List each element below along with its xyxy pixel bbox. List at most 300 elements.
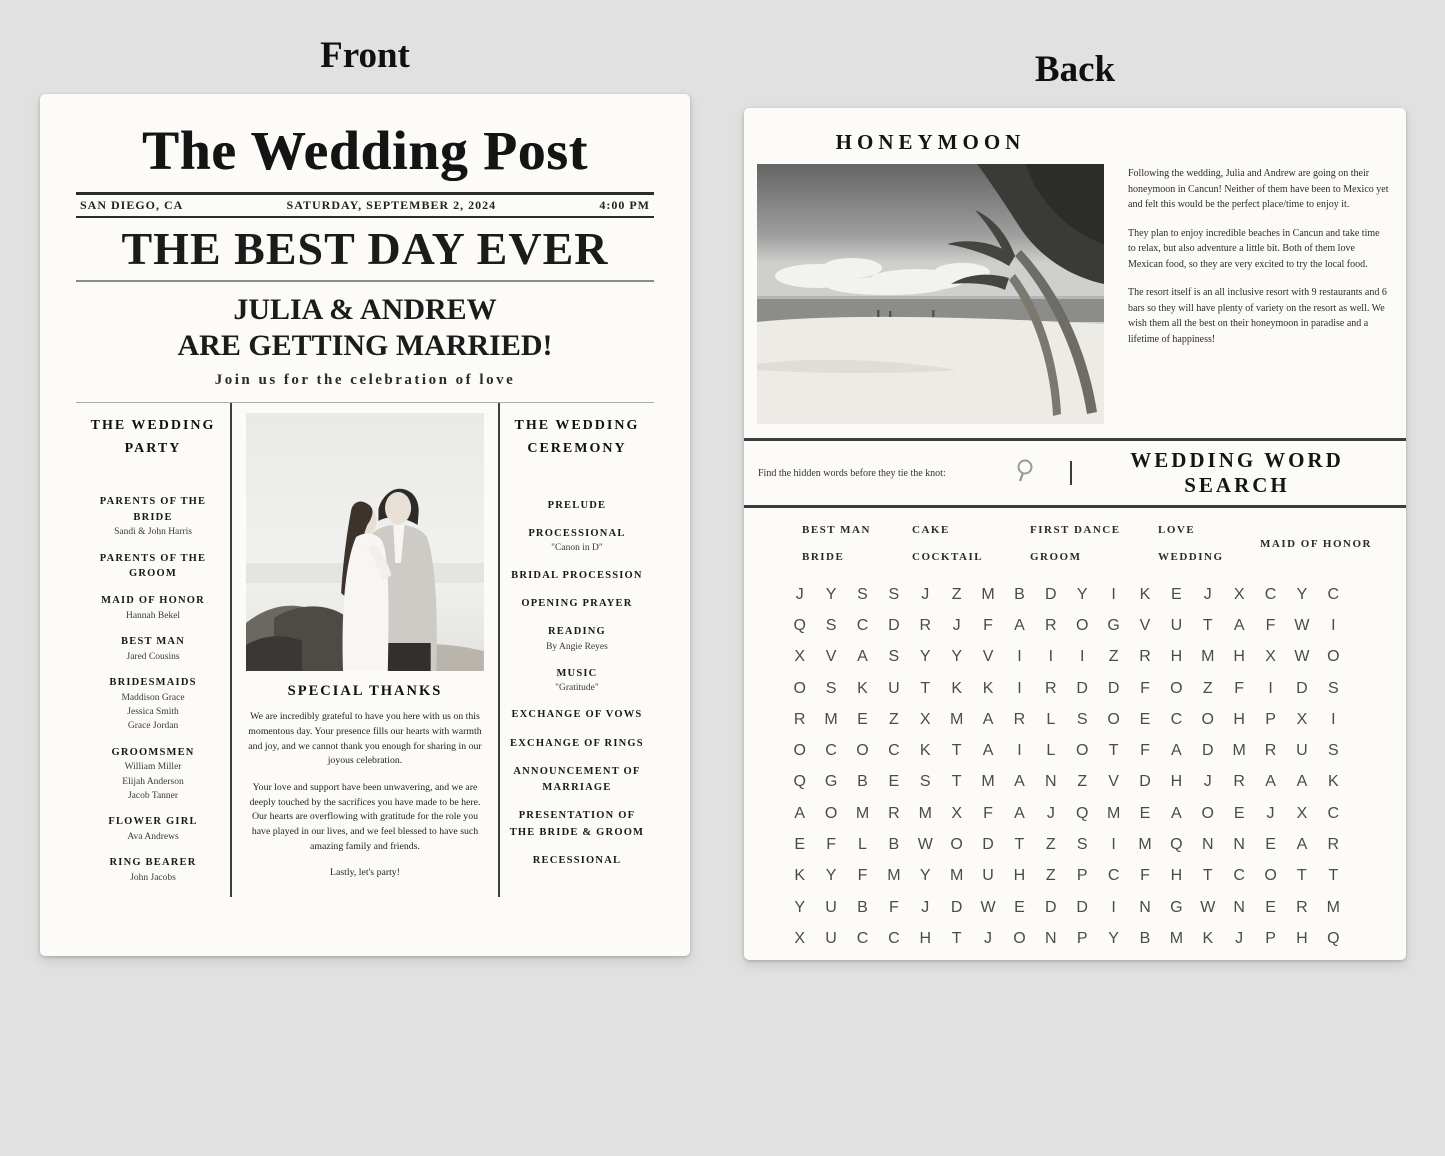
front-columns (76, 402, 654, 897)
wedding-party-name: Ava Andrews (127, 831, 179, 842)
word-search-letter: U (982, 867, 994, 885)
subheadline (40, 292, 690, 363)
word-search-letter: X (919, 710, 931, 728)
word-search-letter: Y (825, 867, 837, 885)
ceremony-item-detail: "Canon in D" (551, 543, 603, 554)
word-search-letter: I (1111, 585, 1116, 603)
masthead-title: The Wedding Post (142, 120, 588, 181)
word-search-letter: V (982, 648, 994, 666)
wedding-party-entry (82, 675, 224, 734)
special-thanks-paragraph: Lastly, let's party! (330, 867, 400, 879)
ceremony-item (506, 526, 648, 556)
word-search-letter: W (917, 836, 933, 854)
word-search-letter: O (793, 742, 806, 760)
wedding-party-entry (82, 855, 224, 885)
word-search-letter: W (1200, 898, 1216, 916)
word-search-letter: X (794, 929, 806, 947)
dateline-city: SAN DIEGO, CA (80, 197, 184, 212)
word-search-letter: K (1139, 585, 1151, 603)
word-search-letter: V (1139, 616, 1151, 634)
word-search-letter: S (1076, 836, 1088, 854)
ceremony-item-label: BRIDAL PROCESSION (511, 569, 643, 581)
word-search-letter: Q (1075, 804, 1089, 822)
word-search-letter: D (1107, 679, 1120, 697)
word-search-letter: U (1170, 616, 1183, 634)
honeymoon-paragraph: They plan to enjoy incredible beaches in Cancun and take time to relax, but also adventure a little bit. Both of them love Mexican food, so they are very excited to try the local food. (1128, 227, 1380, 270)
ceremony-item (506, 853, 648, 869)
dateline-time: 4:00 PM (599, 197, 650, 212)
word-search-letter: N (1201, 836, 1214, 854)
word-search-letter: A (1296, 836, 1308, 854)
word-search-letter: T (1202, 867, 1213, 885)
word-search-letter: C (1327, 585, 1340, 603)
word-search-letter: S (888, 585, 900, 603)
word-search-letter: C (1264, 585, 1277, 603)
word-search-letter: F (888, 898, 899, 916)
word-search-letter: N (1233, 836, 1245, 854)
word-search-letter: D (1045, 898, 1057, 916)
word-search-letter: H (1013, 867, 1026, 885)
word-search-word: CAKE (912, 524, 950, 536)
wedding-party-entry (82, 593, 224, 623)
word-search-letter: M (918, 804, 932, 822)
word-search-letter: S (1076, 710, 1088, 728)
word-search-letter: M (855, 804, 870, 822)
word-search-letter: A (982, 710, 994, 728)
word-search-letter: R (1327, 836, 1340, 854)
word-search-letter: I (1017, 679, 1022, 697)
word-search-letter: Z (1045, 867, 1056, 885)
word-search-column (912, 524, 1030, 563)
word-search-letter: Q (1327, 929, 1340, 947)
wedding-party-name: Hannah Bekel (125, 610, 181, 621)
special-thanks-title: SPECIAL THANKS (287, 683, 443, 700)
word-search-letter: B (1139, 929, 1151, 947)
word-search-letter: Q (793, 773, 806, 791)
word-search-letter: N (1045, 773, 1057, 791)
word-search-letter: F (1140, 679, 1150, 697)
wedding-party-entry (82, 814, 224, 844)
word-search-letter: Q (1170, 836, 1183, 854)
word-search-letter: N (1233, 898, 1245, 916)
word-search-letter: U (825, 929, 837, 947)
dateline-date: SATURDAY, SEPTEMBER 2, 2024 (286, 197, 497, 212)
word-search-letter: C (1327, 804, 1340, 822)
word-search-letter: A (794, 804, 806, 822)
word-search-letter: Y (919, 648, 931, 666)
ceremony-item (506, 624, 648, 654)
word-search-letter: O (1201, 804, 1214, 822)
word-search-letter: S (825, 616, 837, 634)
honeymoon-paragraph: The resort itself is an all inclusive resort with 9 restaurants and 6 bars so they will have plenty of variety on the resort as well. We wish them all the best on their honeymoon in paradise and a lifetime of happiness! (1128, 287, 1387, 345)
word-search-letter: H (1170, 773, 1183, 791)
word-search-letter: Z (951, 585, 962, 603)
word-search-letter: D (1045, 585, 1057, 603)
wedding-party-entry (82, 551, 224, 583)
word-search-letter: V (1108, 773, 1119, 791)
wedding-party-name: John Jacobs (130, 872, 176, 883)
word-search-letter: N (1139, 898, 1151, 916)
word-search-letter: C (856, 929, 869, 947)
tagline: Join us for the celebration of love (214, 372, 516, 389)
word-search-letter: O (1264, 867, 1277, 885)
word-search-letter: A (982, 742, 994, 760)
word-search-letter: E (1014, 898, 1025, 916)
word-search-letter: R (1296, 898, 1308, 916)
wedding-party-entry (82, 634, 224, 664)
word-search-letter: Y (951, 648, 962, 666)
word-search-letter: H (1170, 648, 1183, 666)
word-search-letter: A (1265, 773, 1276, 791)
ceremony-item-label: RECESSIONAL (532, 854, 622, 866)
word-search-letter: C (1107, 867, 1120, 885)
ceremony-item (506, 568, 648, 584)
word-search-letter: J (1203, 773, 1212, 791)
word-search-letter: T (1297, 867, 1307, 885)
front-page (40, 94, 690, 956)
search-icon (1014, 458, 1036, 488)
word-search-word: FIRST DANCE (1030, 524, 1121, 536)
word-search-letter: J (984, 929, 993, 947)
word-search-letter: K (1202, 929, 1214, 947)
word-search-letter: A (1171, 742, 1182, 760)
word-search-letter: E (1139, 804, 1151, 822)
word-search-letter: M (1326, 898, 1340, 916)
wedding-party-name: Elijah Anderson (122, 776, 184, 787)
wedding-party-name: William Miller (124, 762, 182, 773)
ceremony-item (506, 764, 648, 797)
word-search-letter: F (857, 867, 868, 885)
word-search-letter: Z (1077, 773, 1088, 791)
word-search-letter: A (1296, 773, 1308, 791)
ceremony-item-label: READING (547, 626, 606, 638)
wedding-party-title: THE WEDDING PARTY (90, 418, 216, 456)
word-search-letter: F (1265, 616, 1276, 634)
back-side-label: Back (1034, 49, 1116, 90)
word-search-letter: W (1294, 616, 1310, 634)
word-search-letter: N (1045, 929, 1057, 947)
wedding-party-role: RING BEARER (109, 857, 197, 869)
word-search-letter: B (857, 773, 868, 791)
word-search-letter: K (857, 679, 868, 697)
wedding-party-role: BRIDESMAIDS (109, 677, 197, 689)
word-search-letter: H (1296, 929, 1308, 947)
word-search-letter: I (1331, 616, 1336, 634)
word-search-letter: D (1139, 773, 1151, 791)
word-search-letter: R (1264, 742, 1277, 760)
vertical-divider (1070, 461, 1072, 485)
word-search-letter: U (888, 679, 900, 697)
headline: THE BEST DAY EVER (76, 222, 654, 283)
word-search-letter: F (826, 836, 836, 854)
ceremony-item-label: OPENING PRAYER (521, 598, 633, 609)
word-search-letter: O (1075, 742, 1089, 760)
word-search-letter: C (825, 742, 837, 760)
wedding-party-name: Maddison Grace (121, 692, 185, 703)
word-search-grid (784, 579, 1406, 955)
word-search-word: WEDDING (1158, 551, 1224, 563)
word-search-letter: J (1046, 804, 1055, 822)
word-search-letter: A (1014, 773, 1025, 791)
word-search-letter: E (1171, 585, 1182, 603)
word-search-letter: H (1170, 867, 1183, 885)
ceremony-item (506, 808, 648, 841)
word-search-letter: I (1017, 648, 1022, 666)
wedding-party-role: GROOMSMEN (111, 746, 195, 758)
word-search-letter: F (983, 804, 993, 822)
word-search-letter: M (981, 773, 995, 791)
word-search-letter: E (794, 836, 806, 854)
word-search-letter: S (857, 585, 868, 603)
word-search-letter: C (856, 616, 869, 634)
word-search-letter: O (824, 804, 838, 822)
word-search-letter: P (1076, 929, 1088, 947)
word-search-letter: K (982, 679, 994, 697)
word-search-letter: H (1233, 648, 1245, 666)
ceremony-item-detail: By Angie Reyes (546, 641, 608, 652)
special-thanks-text (246, 710, 484, 881)
word-search-letter: O (793, 679, 806, 697)
wedding-party-name: Jessica Smith (127, 707, 179, 718)
word-search-letter: O (1075, 616, 1089, 634)
word-search-letter: S (1328, 679, 1339, 697)
word-search-letter: Q (793, 616, 806, 634)
wedding-party-name: Jared Cousins (126, 651, 180, 662)
word-search-letter: A (1014, 616, 1025, 634)
back-page (744, 108, 1406, 960)
word-search-letter: M (887, 867, 901, 885)
word-search-letter: X (1265, 648, 1276, 666)
word-search-letter: R (1045, 679, 1057, 697)
word-search-letter: A (1171, 804, 1182, 822)
word-search-letter: M (1201, 648, 1215, 666)
word-search-letter: A (1014, 804, 1025, 822)
word-search-letter: S (888, 648, 900, 666)
wedding-party-role: PARENTS OF THE GROOM (99, 552, 207, 580)
ceremony-item-label: EXCHANGE OF RINGS (510, 737, 644, 749)
honeymoon-title: HONEYMOON (835, 130, 1026, 154)
couple-photo (246, 413, 484, 671)
word-search-letter: I (1111, 836, 1116, 854)
couple-photo-illustration (246, 413, 484, 671)
word-search-letter: K (1328, 773, 1339, 791)
word-search-letter: X (794, 648, 806, 666)
word-search-column (1158, 524, 1260, 563)
ceremony-item (506, 736, 648, 752)
ceremony-item-label: ANNOUNCEMENT OF MARRIAGE (513, 765, 641, 794)
word-search-letter: Z (1202, 679, 1213, 697)
word-search-title: WEDDING WORD SEARCH (1130, 448, 1344, 497)
word-search-letter: K (951, 679, 962, 697)
subheadline-line2: ARE GETTING MARRIED! (177, 328, 553, 362)
word-search-letter: O (950, 836, 963, 854)
wedding-party-name: Sandi & John Harris (114, 527, 192, 538)
word-search-letter: X (1296, 710, 1308, 728)
word-search-letter: T (1108, 742, 1119, 760)
word-search-letter: T (1202, 616, 1213, 634)
center-column (232, 403, 498, 897)
word-search-letter: P (1265, 929, 1276, 947)
wedding-party-list (82, 494, 224, 885)
subheadline-line1: JULIA & ANDREW (233, 293, 497, 327)
wedding-party-column (76, 403, 232, 897)
special-thanks-paragraph: Your love and support have been unwavering, and we are deeply touched by the sacrifices you have made to be here. Our hearts are overflowing with gratitude for the role you have played in our lives, and we feel blessed to have such amazing family and friends. (249, 781, 481, 852)
word-search-letter: S (825, 679, 837, 697)
wedding-party-name: Jacob Tanner (127, 790, 179, 801)
word-search-letter: P (1265, 710, 1276, 728)
word-search-letter: O (1170, 679, 1183, 697)
word-search-letter: Y (794, 898, 806, 916)
word-search-column (1260, 524, 1372, 563)
word-search-letter: J (1235, 929, 1244, 947)
word-search-letter: I (1331, 710, 1336, 728)
word-search-letter: O (1013, 929, 1026, 947)
word-search-letter: H (1233, 710, 1245, 728)
ceremony-title: THE WEDDING CEREMONY (514, 418, 640, 456)
word-search-word: BRIDE (802, 551, 845, 563)
word-search-letter: C (1233, 867, 1245, 885)
ceremony-item-label: PRESENTATION OF THE BRIDE & GROOM (509, 810, 645, 838)
wedding-party-entry (82, 745, 224, 804)
word-search-letter: O (1201, 710, 1214, 728)
word-search-letter: G (1107, 616, 1120, 634)
word-search-letter: U (1296, 742, 1308, 760)
wedding-party-role: BEST MAN (121, 636, 185, 648)
word-search-letter: Z (1108, 648, 1119, 666)
word-search-letter: R (1013, 710, 1026, 728)
word-search-letter: J (1203, 585, 1212, 603)
word-search-letter: Z (888, 710, 899, 728)
word-search-letter: D (1201, 742, 1214, 760)
word-search-letter: F (983, 616, 993, 634)
word-search-letter: O (1107, 710, 1120, 728)
word-search-letter: F (1140, 742, 1150, 760)
word-search-word: MAID OF HONOR (1260, 537, 1372, 550)
word-search-letter: F (1234, 679, 1245, 697)
honeymoon-section (744, 108, 1406, 424)
word-search-letter: W (1294, 648, 1310, 666)
word-search-letter: C (888, 929, 900, 947)
word-search-letter: L (1046, 710, 1056, 728)
word-search-letter: W (980, 898, 996, 916)
word-search-word-list (744, 508, 1406, 571)
word-search-letter: M (1232, 742, 1246, 760)
word-search-letter: B (1014, 585, 1025, 603)
word-search-letter: M (1106, 804, 1121, 822)
word-search-letter: J (952, 616, 961, 634)
word-search-letter: G (1170, 898, 1183, 916)
word-search-letter: Y (1108, 929, 1119, 947)
word-search-letter: M (981, 585, 995, 603)
dateline (76, 192, 654, 218)
word-search-letter: O (1327, 648, 1340, 666)
word-search-letter: R (1139, 648, 1151, 666)
word-search-letter: A (1233, 616, 1245, 634)
word-search-letter: F (1140, 867, 1150, 885)
front-side-label: Front (320, 35, 410, 76)
honeymoon-text (1128, 164, 1393, 424)
word-search-letter: S (1328, 742, 1339, 760)
word-search-letter: D (1296, 679, 1308, 697)
word-search-letter: R (793, 710, 806, 728)
wedding-party-entry (82, 494, 224, 540)
word-search-letter: J (921, 898, 930, 916)
word-search-letter: E (1265, 898, 1276, 916)
word-search-letter: D (1076, 898, 1088, 916)
word-search-letter: E (1233, 804, 1245, 822)
wedding-party-role: MAID OF HONOR (101, 595, 205, 607)
word-search-letter: E (1139, 710, 1151, 728)
ceremony-list (506, 498, 648, 869)
word-search-letter: G (824, 773, 838, 791)
word-search-letter: Y (1076, 585, 1088, 603)
word-search-column (1030, 524, 1158, 563)
word-search-letter: O (856, 742, 869, 760)
ceremony-item-label: MUSIC (556, 667, 598, 679)
word-search-letter: X (1233, 585, 1245, 603)
honeymoon-paragraph: Following the wedding, Julia and Andrew are going on their honeymoon in Cancun! Neither of them have been to Mexico yet and felt this would be the perfect place/time to enjoy it. (1128, 168, 1389, 210)
word-search-word: LOVE (1158, 524, 1196, 536)
ceremony-item (506, 707, 648, 723)
word-search-hint: Find the hidden words before they tie the knot: (758, 467, 946, 479)
word-search-letter: R (1045, 616, 1057, 634)
word-search-word: GROOM (1030, 551, 1082, 563)
wedding-party-name: Grace Jordan (127, 721, 179, 732)
word-search-letter: X (951, 804, 962, 822)
word-search-letter: T (951, 742, 962, 760)
word-search-letter: A (857, 648, 868, 666)
word-search-letter: T (951, 929, 962, 947)
word-search-letter: I (1017, 742, 1022, 760)
word-search-letter: R (1233, 773, 1245, 791)
word-search-letter: R (888, 804, 900, 822)
word-search-letter: E (888, 773, 900, 791)
word-search-letter: J (795, 585, 804, 603)
ceremony-column (498, 403, 654, 897)
word-search-letter: C (1170, 710, 1183, 728)
ceremony-item (506, 498, 648, 514)
word-search-letter: T (920, 679, 931, 697)
ceremony-item-label: EXCHANGE OF VOWS (511, 709, 643, 721)
word-search-letter: U (825, 898, 837, 916)
word-search-letter: J (921, 585, 930, 603)
word-search-letter: B (888, 836, 900, 854)
word-search-letter: E (857, 710, 868, 728)
word-search-letter: K (794, 867, 806, 885)
word-search-word: COCKTAIL (912, 551, 984, 563)
word-search-letter: D (950, 898, 963, 916)
word-search-header (744, 438, 1406, 508)
word-search-letter: I (1268, 679, 1273, 697)
wedding-party-role: FLOWER GIRL (108, 816, 198, 828)
word-search-letter: D (888, 616, 900, 634)
word-search-letter: J (1266, 804, 1275, 822)
word-search-letter: M (949, 867, 964, 885)
word-search-letter: L (1046, 742, 1056, 760)
word-search-letter: T (1014, 836, 1025, 854)
word-search-letter: B (857, 898, 868, 916)
special-thanks-paragraph: We are incredibly grateful to have you here with us on this momentous day. Your presence fills our hearts with warmth and joy, and we cannot thank you enough for sharing in our joyous celebration. (248, 711, 482, 767)
word-search-letter: D (1076, 679, 1088, 697)
ceremony-item-detail: "Gratitude" (555, 683, 599, 694)
ceremony-item-label: PROCESSIONAL (528, 528, 626, 540)
word-search-letter: Y (825, 585, 837, 603)
word-search-letter: M (824, 710, 838, 728)
word-search-letter: E (1265, 836, 1276, 854)
word-search-letter: L (858, 836, 867, 854)
word-search-letter: T (1328, 867, 1339, 885)
word-search-letter: I (1048, 648, 1054, 666)
